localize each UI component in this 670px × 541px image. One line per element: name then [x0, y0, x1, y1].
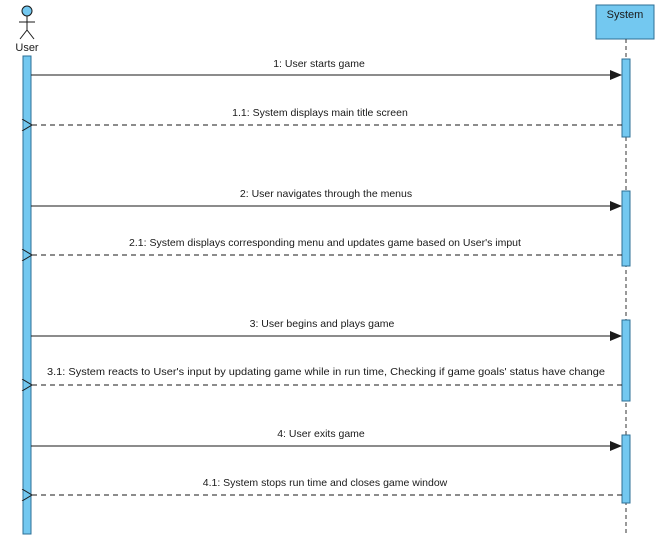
- system-activation-bar-2: [622, 191, 630, 266]
- user-actor-label: User: [15, 42, 39, 54]
- system-activation-bar-1: [622, 59, 630, 137]
- message-2: [31, 188, 621, 206]
- message-4: [31, 428, 621, 446]
- system-activation-bar-4: [622, 435, 630, 503]
- user-actor: [15, 6, 39, 54]
- message-3-1-label: 3.1: System reacts to User's input by updating game while in run time, Checking if game goals' status have change: [47, 366, 606, 378]
- message-3-1: [32, 366, 622, 385]
- system-lifeline-label: System: [606, 9, 644, 21]
- message-3-label: 3: User begins and plays game: [249, 318, 395, 330]
- message-1: [31, 58, 621, 75]
- message-1-1-label: 1.1: System displays main title screen: [232, 107, 408, 119]
- message-4-1-label: 4.1: System stops run time and closes game window: [202, 477, 448, 489]
- system-activation-bar-3: [622, 320, 630, 401]
- message-3: [31, 318, 621, 336]
- message-1-label: 1: User starts game: [273, 58, 365, 70]
- message-1-1: [32, 107, 622, 125]
- message-2-1-label: 2.1: System displays corresponding menu and updates game based on User's imput: [129, 237, 521, 249]
- message-2-label: 2: User navigates through the menus: [239, 188, 413, 200]
- system-lifeline-head: [596, 5, 654, 39]
- message-4-label: 4: User exits game: [277, 428, 365, 440]
- user-activation-bar: [23, 56, 31, 534]
- stick-figure-icon: [19, 6, 35, 39]
- message-4-1: [32, 477, 622, 495]
- message-2-1: [32, 237, 622, 255]
